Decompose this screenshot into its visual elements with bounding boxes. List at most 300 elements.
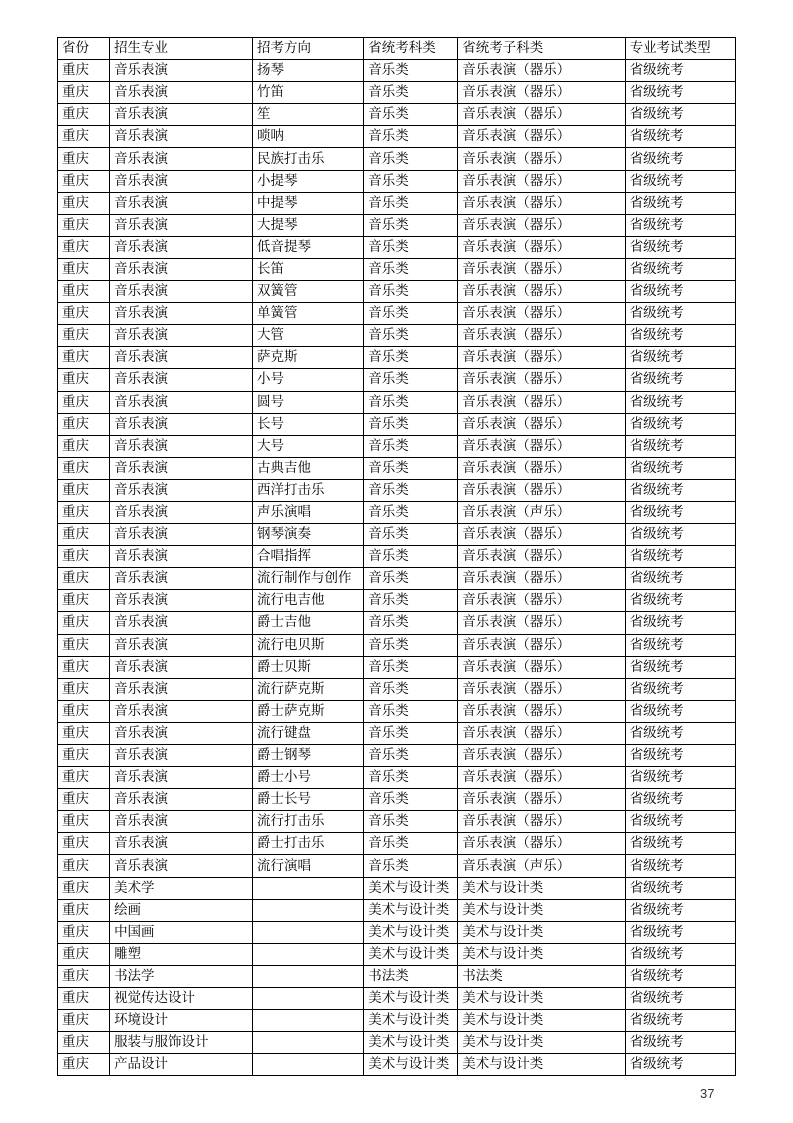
cell-province: 重庆 [58, 347, 110, 369]
cell-exam-category: 音乐类 [364, 457, 458, 479]
cell-direction: 流行演唱 [253, 855, 364, 877]
cell-province: 重庆 [58, 369, 110, 391]
cell-province: 重庆 [58, 833, 110, 855]
table-row [58, 281, 736, 303]
cell-province: 重庆 [58, 457, 110, 479]
cell-exam-subcategory: 音乐表演（器乐） [458, 214, 625, 236]
table-row [58, 833, 736, 855]
cell-exam-subcategory: 音乐表演（器乐） [458, 126, 625, 148]
cell-exam-type: 省级统考 [625, 325, 735, 347]
cell-direction [253, 988, 364, 1010]
cell-direction: 笙 [253, 104, 364, 126]
cell-major: 音乐表演 [110, 236, 253, 258]
cell-direction: 长号 [253, 413, 364, 435]
cell-exam-category: 美术与设计类 [364, 921, 458, 943]
cell-province: 重庆 [58, 148, 110, 170]
cell-exam-category: 音乐类 [364, 170, 458, 192]
cell-direction: 中提琴 [253, 192, 364, 214]
cell-major: 音乐表演 [110, 104, 253, 126]
cell-province: 重庆 [58, 82, 110, 104]
cell-exam-subcategory: 音乐表演（器乐） [458, 745, 625, 767]
cell-exam-category: 音乐类 [364, 700, 458, 722]
cell-exam-subcategory: 音乐表演（器乐） [458, 104, 625, 126]
cell-exam-type: 省级统考 [625, 634, 735, 656]
cell-major: 音乐表演 [110, 369, 253, 391]
header-major: 招生专业 [110, 38, 253, 60]
cell-province: 重庆 [58, 965, 110, 987]
cell-province: 重庆 [58, 722, 110, 744]
cell-exam-category: 音乐类 [364, 524, 458, 546]
cell-exam-category: 音乐类 [364, 325, 458, 347]
table-row [58, 347, 736, 369]
cell-major: 音乐表演 [110, 457, 253, 479]
cell-province: 重庆 [58, 988, 110, 1010]
cell-exam-category: 音乐类 [364, 678, 458, 700]
cell-direction: 流行键盘 [253, 722, 364, 744]
cell-exam-category: 美术与设计类 [364, 1010, 458, 1032]
cell-exam-subcategory: 音乐表演（器乐） [458, 479, 625, 501]
table-row [58, 568, 736, 590]
cell-exam-category: 音乐类 [364, 612, 458, 634]
table-row [58, 789, 736, 811]
cell-exam-type: 省级统考 [625, 678, 735, 700]
cell-direction: 流行制作与创作 [253, 568, 364, 590]
cell-province: 重庆 [58, 700, 110, 722]
cell-exam-type: 省级统考 [625, 435, 735, 457]
table-row [58, 656, 736, 678]
cell-exam-type: 省级统考 [625, 745, 735, 767]
cell-exam-type: 省级统考 [625, 767, 735, 789]
cell-province: 重庆 [58, 1054, 110, 1076]
cell-exam-category: 美术与设计类 [364, 1054, 458, 1076]
cell-direction: 唢呐 [253, 126, 364, 148]
cell-exam-subcategory: 美术与设计类 [458, 921, 625, 943]
cell-major: 音乐表演 [110, 501, 253, 523]
cell-exam-subcategory: 音乐表演（器乐） [458, 236, 625, 258]
cell-exam-category: 音乐类 [364, 767, 458, 789]
cell-direction: 双簧管 [253, 281, 364, 303]
table-row [58, 877, 736, 899]
table-row [58, 921, 736, 943]
cell-direction: 声乐演唱 [253, 501, 364, 523]
cell-major: 音乐表演 [110, 590, 253, 612]
cell-major: 雕塑 [110, 943, 253, 965]
cell-exam-type: 省级统考 [625, 1032, 735, 1054]
cell-exam-type: 省级统考 [625, 568, 735, 590]
cell-major: 音乐表演 [110, 479, 253, 501]
cell-exam-type: 省级统考 [625, 214, 735, 236]
cell-exam-subcategory: 音乐表演（器乐） [458, 656, 625, 678]
table-row [58, 943, 736, 965]
cell-major: 音乐表演 [110, 656, 253, 678]
cell-exam-subcategory: 书法类 [458, 965, 625, 987]
cell-exam-type: 省级统考 [625, 811, 735, 833]
cell-exam-type: 省级统考 [625, 590, 735, 612]
table-row [58, 214, 736, 236]
cell-province: 重庆 [58, 678, 110, 700]
cell-direction: 小号 [253, 369, 364, 391]
cell-exam-subcategory: 美术与设计类 [458, 1032, 625, 1054]
cell-exam-category: 音乐类 [364, 281, 458, 303]
cell-exam-type: 省级统考 [625, 236, 735, 258]
table-row [58, 965, 736, 987]
cell-exam-type: 省级统考 [625, 833, 735, 855]
cell-exam-category: 音乐类 [364, 745, 458, 767]
cell-exam-category: 音乐类 [364, 722, 458, 744]
admissions-table [57, 37, 736, 1076]
cell-exam-subcategory: 音乐表演（器乐） [458, 789, 625, 811]
cell-major: 音乐表演 [110, 612, 253, 634]
cell-exam-type: 省级统考 [625, 612, 735, 634]
cell-exam-subcategory: 音乐表演（器乐） [458, 82, 625, 104]
table-row [58, 325, 736, 347]
cell-province: 重庆 [58, 590, 110, 612]
cell-major: 服装与服饰设计 [110, 1032, 253, 1054]
cell-exam-category: 音乐类 [364, 568, 458, 590]
cell-exam-subcategory: 音乐表演（器乐） [458, 413, 625, 435]
cell-exam-subcategory: 音乐表演（器乐） [458, 347, 625, 369]
table-row [58, 148, 736, 170]
table-row [58, 391, 736, 413]
cell-exam-subcategory: 音乐表演（器乐） [458, 767, 625, 789]
table-row [58, 369, 736, 391]
cell-major: 音乐表演 [110, 126, 253, 148]
cell-exam-category: 音乐类 [364, 214, 458, 236]
cell-exam-type: 省级统考 [625, 1010, 735, 1032]
cell-exam-category: 音乐类 [364, 126, 458, 148]
cell-province: 重庆 [58, 391, 110, 413]
cell-province: 重庆 [58, 479, 110, 501]
table-row [58, 258, 736, 280]
cell-exam-subcategory: 音乐表演（器乐） [458, 612, 625, 634]
cell-province: 重庆 [58, 501, 110, 523]
cell-province: 重庆 [58, 170, 110, 192]
cell-exam-category: 音乐类 [364, 413, 458, 435]
cell-direction: 扬琴 [253, 60, 364, 82]
cell-exam-type: 省级统考 [625, 104, 735, 126]
cell-direction [253, 1054, 364, 1076]
cell-exam-category: 音乐类 [364, 435, 458, 457]
cell-exam-type: 省级统考 [625, 899, 735, 921]
table-row [58, 722, 736, 744]
cell-province: 重庆 [58, 258, 110, 280]
cell-exam-subcategory: 音乐表演（器乐） [458, 568, 625, 590]
cell-province: 重庆 [58, 214, 110, 236]
cell-province: 重庆 [58, 1010, 110, 1032]
cell-major: 音乐表演 [110, 325, 253, 347]
cell-exam-subcategory: 音乐表演（器乐） [458, 369, 625, 391]
cell-exam-subcategory: 音乐表演（器乐） [458, 170, 625, 192]
cell-exam-type: 省级统考 [625, 700, 735, 722]
cell-province: 重庆 [58, 855, 110, 877]
cell-province: 重庆 [58, 899, 110, 921]
cell-direction: 爵士打击乐 [253, 833, 364, 855]
cell-exam-category: 音乐类 [364, 656, 458, 678]
cell-direction: 小提琴 [253, 170, 364, 192]
cell-exam-type: 省级统考 [625, 921, 735, 943]
cell-exam-subcategory: 音乐表演（器乐） [458, 678, 625, 700]
header-direction: 招考方向 [253, 38, 364, 60]
table-row [58, 811, 736, 833]
cell-exam-type: 省级统考 [625, 965, 735, 987]
cell-direction: 流行电贝斯 [253, 634, 364, 656]
cell-exam-category: 音乐类 [364, 479, 458, 501]
cell-exam-type: 省级统考 [625, 413, 735, 435]
cell-major: 音乐表演 [110, 524, 253, 546]
cell-major: 音乐表演 [110, 82, 253, 104]
cell-direction [253, 943, 364, 965]
cell-province: 重庆 [58, 325, 110, 347]
table-row [58, 899, 736, 921]
cell-major: 音乐表演 [110, 170, 253, 192]
cell-direction: 大提琴 [253, 214, 364, 236]
cell-direction: 民族打击乐 [253, 148, 364, 170]
cell-exam-category: 音乐类 [364, 369, 458, 391]
cell-direction: 钢琴演奏 [253, 524, 364, 546]
cell-province: 重庆 [58, 612, 110, 634]
header-exam-category: 省统考科类 [364, 38, 458, 60]
cell-exam-category: 音乐类 [364, 833, 458, 855]
cell-major: 环境设计 [110, 1010, 253, 1032]
cell-exam-category: 美术与设计类 [364, 943, 458, 965]
cell-exam-subcategory: 音乐表演（器乐） [458, 590, 625, 612]
cell-major: 音乐表演 [110, 568, 253, 590]
cell-direction: 单簧管 [253, 303, 364, 325]
table-row [58, 612, 736, 634]
table-row [58, 1054, 736, 1076]
cell-direction: 西洋打击乐 [253, 479, 364, 501]
table-row [58, 126, 736, 148]
cell-exam-type: 省级统考 [625, 656, 735, 678]
cell-exam-subcategory: 音乐表演（器乐） [458, 722, 625, 744]
cell-exam-subcategory: 音乐表演（器乐） [458, 325, 625, 347]
cell-exam-category: 音乐类 [364, 60, 458, 82]
table-row [58, 855, 736, 877]
cell-exam-subcategory: 音乐表演（器乐） [458, 391, 625, 413]
cell-exam-subcategory: 音乐表演（器乐） [458, 192, 625, 214]
cell-direction: 长笛 [253, 258, 364, 280]
cell-major: 视觉传达设计 [110, 988, 253, 1010]
cell-exam-type: 省级统考 [625, 877, 735, 899]
cell-direction: 流行打击乐 [253, 811, 364, 833]
cell-province: 重庆 [58, 60, 110, 82]
header-exam-subcategory: 省统考子科类 [458, 38, 625, 60]
cell-exam-subcategory: 音乐表演（器乐） [458, 281, 625, 303]
cell-exam-subcategory: 音乐表演（器乐） [458, 833, 625, 855]
cell-exam-type: 省级统考 [625, 126, 735, 148]
cell-province: 重庆 [58, 943, 110, 965]
cell-province: 重庆 [58, 877, 110, 899]
cell-direction: 低音提琴 [253, 236, 364, 258]
cell-exam-type: 省级统考 [625, 855, 735, 877]
header-row [58, 38, 736, 60]
cell-major: 音乐表演 [110, 678, 253, 700]
cell-major: 音乐表演 [110, 347, 253, 369]
cell-exam-category: 美术与设计类 [364, 1032, 458, 1054]
cell-direction: 爵士钢琴 [253, 745, 364, 767]
cell-major: 音乐表演 [110, 634, 253, 656]
header-exam-type: 专业考试类型 [625, 38, 735, 60]
cell-major: 音乐表演 [110, 700, 253, 722]
table-row [58, 988, 736, 1010]
cell-exam-type: 省级统考 [625, 789, 735, 811]
cell-major: 中国画 [110, 921, 253, 943]
cell-exam-category: 音乐类 [364, 391, 458, 413]
cell-exam-subcategory: 音乐表演（器乐） [458, 60, 625, 82]
cell-exam-category: 音乐类 [364, 347, 458, 369]
table-row [58, 745, 736, 767]
cell-exam-type: 省级统考 [625, 369, 735, 391]
cell-exam-type: 省级统考 [625, 281, 735, 303]
cell-direction: 爵士小号 [253, 767, 364, 789]
cell-exam-subcategory: 美术与设计类 [458, 899, 625, 921]
cell-province: 重庆 [58, 546, 110, 568]
table-row [58, 413, 736, 435]
table-row [58, 767, 736, 789]
cell-province: 重庆 [58, 634, 110, 656]
cell-exam-type: 省级统考 [625, 192, 735, 214]
cell-direction: 圆号 [253, 391, 364, 413]
table-row [58, 435, 736, 457]
cell-exam-subcategory: 音乐表演（声乐） [458, 501, 625, 523]
cell-direction: 流行电吉他 [253, 590, 364, 612]
cell-major: 音乐表演 [110, 281, 253, 303]
cell-direction: 大管 [253, 325, 364, 347]
cell-direction: 竹笛 [253, 82, 364, 104]
cell-exam-category: 音乐类 [364, 82, 458, 104]
cell-exam-type: 省级统考 [625, 347, 735, 369]
cell-exam-type: 省级统考 [625, 303, 735, 325]
cell-exam-category: 音乐类 [364, 789, 458, 811]
cell-exam-category: 音乐类 [364, 590, 458, 612]
table-row [58, 501, 736, 523]
cell-exam-type: 省级统考 [625, 943, 735, 965]
cell-exam-category: 美术与设计类 [364, 899, 458, 921]
cell-province: 重庆 [58, 281, 110, 303]
cell-exam-subcategory: 音乐表演（器乐） [458, 258, 625, 280]
table-row [58, 1010, 736, 1032]
cell-exam-category: 音乐类 [364, 192, 458, 214]
cell-exam-type: 省级统考 [625, 391, 735, 413]
cell-major: 音乐表演 [110, 546, 253, 568]
cell-exam-category: 音乐类 [364, 634, 458, 656]
cell-major: 音乐表演 [110, 192, 253, 214]
table-body [58, 60, 736, 1076]
cell-direction: 大号 [253, 435, 364, 457]
cell-exam-type: 省级统考 [625, 258, 735, 280]
cell-major: 产品设计 [110, 1054, 253, 1076]
table-row [58, 479, 736, 501]
cell-exam-subcategory: 音乐表演（器乐） [458, 524, 625, 546]
cell-exam-subcategory: 音乐表演（器乐） [458, 634, 625, 656]
cell-direction: 萨克斯 [253, 347, 364, 369]
cell-exam-type: 省级统考 [625, 82, 735, 104]
cell-exam-category: 音乐类 [364, 104, 458, 126]
cell-major: 音乐表演 [110, 303, 253, 325]
cell-exam-category: 音乐类 [364, 258, 458, 280]
cell-exam-category: 音乐类 [364, 236, 458, 258]
cell-direction [253, 921, 364, 943]
cell-exam-subcategory: 美术与设计类 [458, 1010, 625, 1032]
cell-direction: 爵士长号 [253, 789, 364, 811]
cell-major: 音乐表演 [110, 767, 253, 789]
table-row [58, 60, 736, 82]
cell-exam-type: 省级统考 [625, 457, 735, 479]
cell-exam-subcategory: 美术与设计类 [458, 943, 625, 965]
table-row [58, 192, 736, 214]
cell-province: 重庆 [58, 303, 110, 325]
cell-major: 音乐表演 [110, 435, 253, 457]
cell-province: 重庆 [58, 811, 110, 833]
cell-direction [253, 1010, 364, 1032]
table-row [58, 678, 736, 700]
page-number: 37 [700, 1086, 715, 1101]
cell-exam-type: 省级统考 [625, 1054, 735, 1076]
table-row [58, 524, 736, 546]
cell-exam-subcategory: 美术与设计类 [458, 1054, 625, 1076]
cell-major: 音乐表演 [110, 855, 253, 877]
cell-direction [253, 965, 364, 987]
cell-major: 音乐表演 [110, 391, 253, 413]
table-row [58, 104, 736, 126]
cell-exam-subcategory: 音乐表演（声乐） [458, 855, 625, 877]
cell-exam-category: 书法类 [364, 965, 458, 987]
cell-direction [253, 1032, 364, 1054]
cell-direction: 爵士贝斯 [253, 656, 364, 678]
cell-direction [253, 877, 364, 899]
cell-major: 音乐表演 [110, 258, 253, 280]
cell-major: 音乐表演 [110, 722, 253, 744]
cell-exam-subcategory: 音乐表演（器乐） [458, 303, 625, 325]
cell-major: 音乐表演 [110, 60, 253, 82]
cell-province: 重庆 [58, 104, 110, 126]
cell-direction [253, 899, 364, 921]
cell-exam-subcategory: 音乐表演（器乐） [458, 148, 625, 170]
cell-province: 重庆 [58, 921, 110, 943]
cell-province: 重庆 [58, 192, 110, 214]
cell-exam-category: 美术与设计类 [364, 877, 458, 899]
table-row [58, 634, 736, 656]
cell-exam-type: 省级统考 [625, 148, 735, 170]
cell-province: 重庆 [58, 126, 110, 148]
table-row [58, 457, 736, 479]
cell-province: 重庆 [58, 236, 110, 258]
table-row [58, 700, 736, 722]
cell-major: 美术学 [110, 877, 253, 899]
cell-exam-category: 音乐类 [364, 501, 458, 523]
cell-exam-category: 音乐类 [364, 855, 458, 877]
cell-province: 重庆 [58, 1032, 110, 1054]
cell-exam-subcategory: 音乐表演（器乐） [458, 700, 625, 722]
cell-exam-category: 美术与设计类 [364, 988, 458, 1010]
table-row [58, 303, 736, 325]
cell-major: 音乐表演 [110, 789, 253, 811]
cell-exam-subcategory: 音乐表演（器乐） [458, 546, 625, 568]
cell-exam-category: 音乐类 [364, 546, 458, 568]
cell-exam-subcategory: 美术与设计类 [458, 988, 625, 1010]
table-row [58, 82, 736, 104]
cell-major: 书法学 [110, 965, 253, 987]
cell-major: 音乐表演 [110, 413, 253, 435]
cell-exam-type: 省级统考 [625, 722, 735, 744]
cell-province: 重庆 [58, 435, 110, 457]
cell-province: 重庆 [58, 568, 110, 590]
cell-direction: 爵士萨克斯 [253, 700, 364, 722]
cell-exam-type: 省级统考 [625, 546, 735, 568]
cell-direction: 流行萨克斯 [253, 678, 364, 700]
cell-direction: 爵士吉他 [253, 612, 364, 634]
cell-exam-type: 省级统考 [625, 988, 735, 1010]
